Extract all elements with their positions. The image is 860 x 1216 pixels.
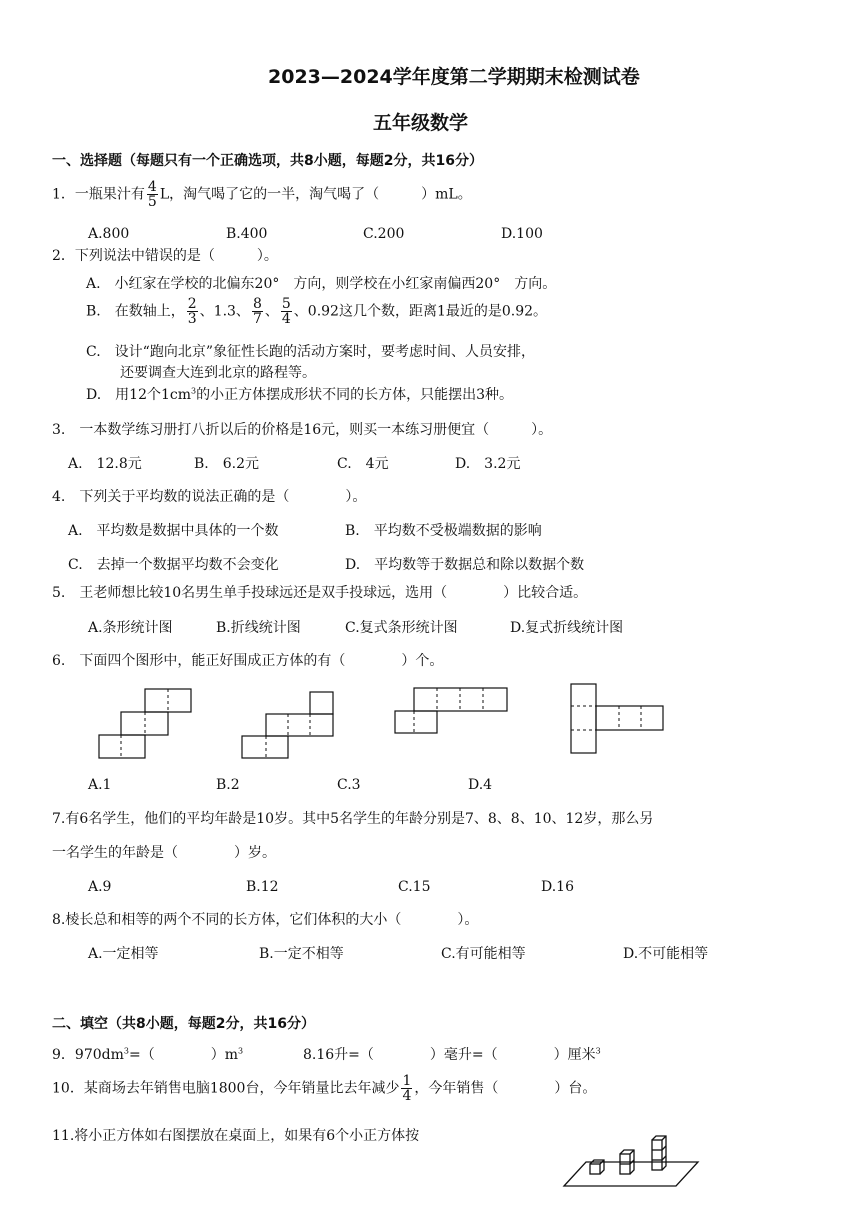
q5-option-d: D.复式折线统计图 xyxy=(510,620,624,636)
q7-option-a: A.9 xyxy=(88,879,112,895)
q8-option-b: B.一定不相等 xyxy=(259,946,344,962)
q6-option-d: D.4 xyxy=(468,777,493,793)
q3-option-b: B. 6.2元 xyxy=(194,456,260,472)
cube-net-figure-3 xyxy=(394,687,509,737)
q5-option-c: C.复式条形统计图 xyxy=(345,620,458,636)
q9-part-b: 8.16升=（ ）毫升=（ ）厘米$^3$ xyxy=(303,1046,601,1063)
q1-text-post: L，淘气喝了它的一半，淘气喝了（ ）mL。 xyxy=(159,186,472,203)
q2-fraction-1: $\frac{2}{3}$ xyxy=(187,296,197,327)
q5-option-b: B.折线统计图 xyxy=(216,620,301,636)
q1-option-c: C.200 xyxy=(363,226,405,242)
q7-option-b: B.12 xyxy=(246,879,279,895)
q7-option-d: D.16 xyxy=(541,879,574,895)
q7-option-c: C.15 xyxy=(398,879,431,895)
section2-heading: 二、填空（共8小题，每题2分，共16分） xyxy=(52,1016,315,1032)
cube-net-figure-2 xyxy=(241,691,335,761)
q6-stem: 6. 下面四个图形中，能正好围成正方体的有（ ）个。 xyxy=(52,653,444,669)
exam-title: 2023—2024学年度第二学期期末检测试卷 xyxy=(268,66,640,88)
q1-text-pre: 1．一瓶果汁有 xyxy=(52,186,145,203)
q2-option-a: A. 小红家在学校的北偏东20° 方向，则学校在小红家南偏西20° 方向。 xyxy=(86,276,557,292)
q4-stem: 4. 下列关于平均数的说法正确的是（ ）。 xyxy=(52,489,367,505)
q2-option-c-line1: C. 设计“跑向北京”象征性长跑的活动方案时，要考虑时间、人员安排， xyxy=(86,344,535,360)
q3-option-a: A. 12.8元 xyxy=(68,456,142,472)
q2-option-d: D. 用12个$1cm^3$的小正方体摆成形状不同的长方体，只能摆出3种。 xyxy=(86,386,514,403)
q4-option-c: C. 去掉一个数据平均数不会变化 xyxy=(68,557,279,573)
q4-option-a: A. 平均数是数据中具体的一个数 xyxy=(68,523,279,539)
question-10: 10．某商场去年销售电脑1800台，今年销量比去年减少 $\frac{1}{4}$ ，今年销售（ ）台。 xyxy=(52,1073,597,1104)
exam-subtitle: 五年级数学 xyxy=(373,112,469,134)
cube-net-figure-1 xyxy=(98,688,193,760)
q6-option-b: B.2 xyxy=(216,777,240,793)
q8-stem: 8.棱长总和相等的两个不同的长方体，它们体积的大小（ ）。 xyxy=(52,912,479,928)
q1-option-a: A.800 xyxy=(88,226,130,242)
q7-line1: 7.有6名学生，他们的平均年龄是10岁。其中5名学生的年龄分别是7、8、8、10、12岁，那么另 xyxy=(52,811,654,827)
q2-option-c-line2: 还要调查大连到北京的路程等。 xyxy=(120,365,316,381)
q4-option-b: B. 平均数不受极端数据的影响 xyxy=(345,523,542,539)
q2-option-b: B. 在数轴上， $\frac{2}{3}$ 、1.3、 $\frac{8}{7}$ 、 $\frac{5}{4}$ 、0.92这几个数，距离1最近的是0.92。 xyxy=(86,296,548,327)
question-1 xyxy=(52,180,472,209)
q8-option-c: C.有可能相等 xyxy=(441,946,526,962)
q1-fraction: $\frac{4}{5}$ xyxy=(147,179,157,210)
q1-option-b: B.400 xyxy=(226,226,268,242)
q2-fraction-3: $\frac{5}{4}$ xyxy=(281,296,291,327)
q5-stem: 5. 王老师想比较10名男生单手投球远还是双手投球远，选用（ ）比较合适。 xyxy=(52,585,588,601)
stacked-cubes-figure xyxy=(560,1128,700,1190)
cube-net-figure-4 xyxy=(570,683,665,755)
q3-option-c: C. 4元 xyxy=(337,456,389,472)
q6-option-c: C.3 xyxy=(337,777,361,793)
q1-option-d: D.100 xyxy=(501,226,543,242)
q8-option-d: D.不可能相等 xyxy=(623,946,709,962)
q9-part-a: 9．$970dm^3=$（ ）$m^3$ xyxy=(52,1046,244,1063)
q10-fraction: $\frac{1}{4}$ xyxy=(402,1073,412,1104)
q3-stem: 3. 一本数学练习册打八折以后的价格是16元，则买一本练习册便宜（ ）。 xyxy=(52,422,553,438)
q2-stem: 2．下列说法中错误的是（ ）。 xyxy=(52,248,278,264)
q8-option-a: A.一定相等 xyxy=(88,946,159,962)
q3-option-d: D. 3.2元 xyxy=(455,456,521,472)
q11-text: 11.将小正方体如右图摆放在桌面上，如果有6个小正方体按 xyxy=(52,1128,420,1144)
q2-fraction-2: $\frac{8}{7}$ xyxy=(252,296,262,327)
q4-option-d: D. 平均数等于数据总和除以数据个数 xyxy=(345,557,585,573)
section1-heading: 一、选择题（每题只有一个正确选项，共8小题，每题2分，共16分） xyxy=(52,153,483,169)
q6-option-a: A.1 xyxy=(88,777,112,793)
q7-line2: 一名学生的年龄是（ ）岁。 xyxy=(52,845,276,861)
q5-option-a: A.条形统计图 xyxy=(88,620,173,636)
